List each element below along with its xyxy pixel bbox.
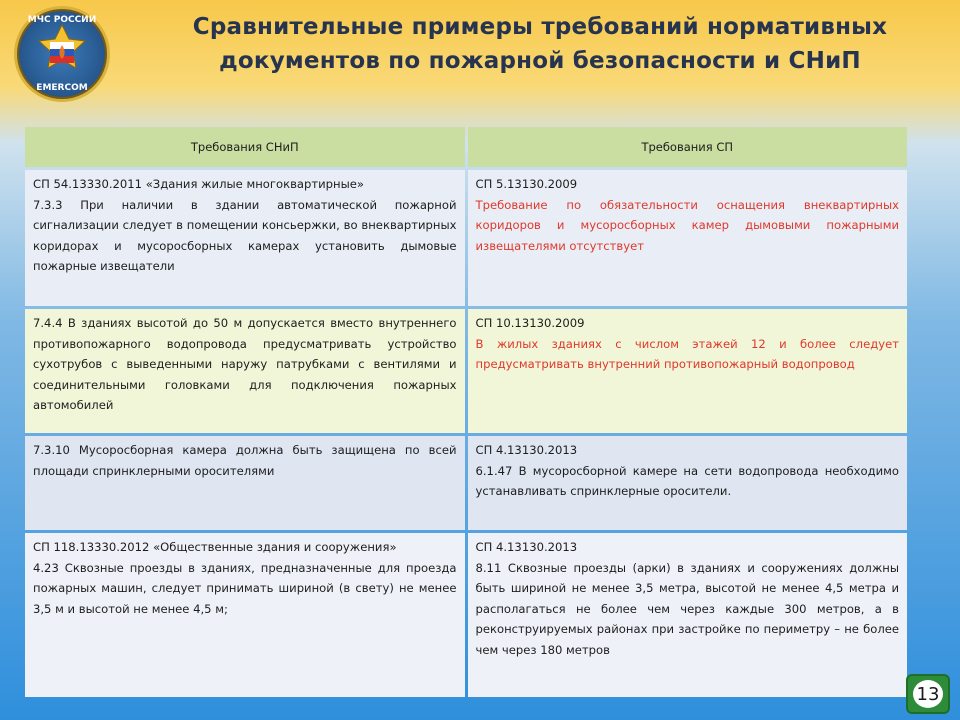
table-row (25, 436, 907, 530)
sp-ref: СП 5.13130.2009 (475, 177, 578, 191)
snip-text: 7.3.3 При наличии в здании автоматической пожарной сигнализации следует в помещении консьержки, во внеквартирных коридорах и мусоросборных камерах установить дымовые пожарные извещатели (33, 197, 457, 273)
logo-top-text: МЧС РОССИИ (27, 15, 97, 25)
table-header-row (25, 127, 907, 167)
emercom-logo (14, 6, 110, 102)
header-sp: Требования СП (468, 127, 908, 167)
logo-bottom-text: EMERCOM (36, 83, 88, 93)
sp-text: 6.1.47 В мусоросборной камере на сети водопровода необходимо устанавливать спринклерные оросители. (475, 463, 899, 498)
table-row (25, 309, 907, 433)
comparison-table (22, 124, 910, 700)
sp-text: 8.11 Сквозные проезды (арки) в зданиях и сооружениях должны быть шириной не менее 3,5 метра, высотой не менее 4,5 метра и располагаться не более чем через каждые 300 метров, а в реконструируемых районах при застройке по периметру – не более чем через 180 метров (475, 560, 899, 657)
sp-ref: СП 10.13130.2009 (475, 316, 585, 330)
sp-cell (468, 436, 908, 530)
sp-ref: СП 4.13130.2013 (475, 540, 578, 554)
slide-title (140, 10, 940, 78)
snip-text: 7.4.4 В зданиях высотой до 50 м допускается вместо внутреннего противопожарного водопровода предусматривать устройство сухотрубов с выведенными наружу патрубками с вентилями и соединительными головками для подключения пожарных автомобилей (33, 316, 457, 412)
table-row (25, 533, 907, 697)
sp-ref: СП 4.13130.2013 (475, 443, 578, 457)
snip-cell (25, 309, 465, 433)
snip-cell (25, 533, 465, 697)
sp-text: Требование по обязательности оснащения внеквартирных коридоров и мусоросборных камер дымовыми пожарными извещателями отсутствует (475, 197, 899, 253)
snip-text: 4.23 Сквозные проезды в зданиях, предназначенные для проезда пожарных машин, следует принимать шириной (в свету) не менее 3,5 м и высотой не менее 4,5 м; (33, 560, 457, 616)
table-row (25, 170, 907, 306)
title-line-2: документов по пожарной безопасности и СНиП (219, 48, 861, 74)
snip-cell (25, 170, 465, 306)
snip-ref: СП 118.13330.2012 «Общественные здания и сооружения» (33, 540, 397, 554)
page-number: 13 (913, 680, 943, 708)
snip-text: 7.3.10 Мусоросборная камера должна быть защищена по всей площади спринклерными оросителями (33, 443, 457, 478)
sp-text: В жилых зданиях с числом этажей 12 и более следует предусматривать внутренний противопожарный водопровод (475, 336, 899, 371)
snip-cell (25, 436, 465, 530)
snip-ref: СП 54.13330.2011 «Здания жилые многоквартирные» (33, 177, 364, 191)
sp-cell (468, 533, 908, 697)
header-snip: Требования СНиП (25, 127, 465, 167)
sp-cell (468, 309, 908, 433)
sp-cell (468, 170, 908, 306)
page-number-badge (906, 674, 950, 714)
title-line-1: Сравнительные примеры требований нормативных (192, 14, 888, 40)
